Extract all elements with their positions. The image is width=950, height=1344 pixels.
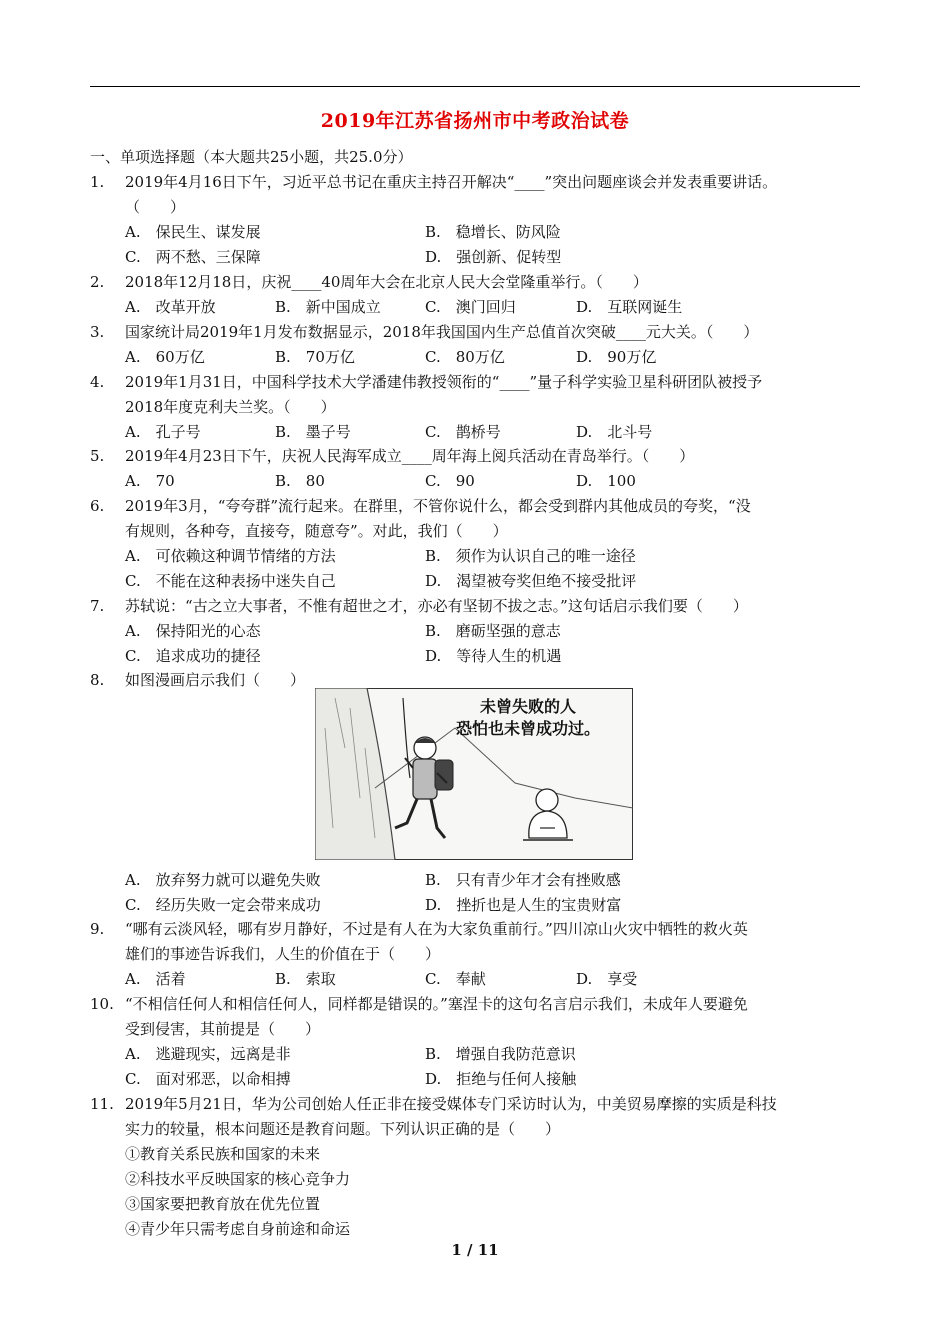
option-d: D. 90万亿 — [576, 348, 657, 366]
sitting-head — [536, 789, 558, 811]
option-b: B. 70万亿 — [275, 348, 355, 366]
statement-3: ③国家要把教育放在优先位置 — [125, 1195, 321, 1213]
question-number: 11. — [90, 1095, 114, 1113]
option-d: D. 等待人生的机遇 — [425, 647, 562, 665]
option-b: B. 新中国成立 — [275, 298, 381, 316]
option-a: A. 保民生、谋发展 — [125, 223, 261, 241]
question-number: 10. — [90, 995, 114, 1013]
option-a: A. 60万亿 — [125, 348, 205, 366]
question-number: 6. — [90, 497, 105, 515]
option-d: D. 拒绝与任何人接触 — [425, 1070, 577, 1088]
option-b: B. 须作为认识自己的唯一途径 — [425, 547, 636, 565]
question-number: 5. — [90, 447, 105, 465]
option-b: B. 磨砺坚强的意志 — [425, 622, 561, 640]
cartoon-caption-line2: 恐怕也未曾成功过。 — [455, 719, 601, 738]
option-a: A. 保持阳光的心态 — [125, 622, 261, 640]
question-text: （ ） — [125, 198, 186, 216]
question-text: “不相信任何人和相信任何人，同样都是错误的。”塞涅卡的这句名言启示我们，未成年人要避免 — [125, 995, 748, 1013]
option-b: B. 索取 — [275, 970, 336, 988]
option-a: A. 70 — [125, 472, 175, 490]
option-a: A. 可依赖这种调节情绪的方法 — [125, 547, 336, 565]
option-a: A. 改革开放 — [125, 298, 216, 316]
option-b: B. 80 — [275, 472, 325, 490]
question-text: 实力的较量，根本问题还是教育问题。下列认识正确的是（ ） — [125, 1120, 561, 1138]
question-number: 1. — [90, 173, 105, 191]
option-a: A. 活着 — [125, 970, 186, 988]
question-text: “哪有云淡风轻，哪有岁月静好，不过是有人在为大家负重前行。”四川凉山火灾中牺牲的救火英 — [125, 920, 748, 938]
cartoon-image — [315, 688, 633, 860]
option-d: D. 互联网诞生 — [576, 298, 683, 316]
question-number: 8. — [90, 671, 105, 689]
section-heading: 一、单项选择题（本大题共25小题，共25.0分） — [90, 148, 413, 166]
page-title: 2019年江苏省扬州市中考政治试卷 — [320, 110, 630, 132]
option-a: A. 放弃努力就可以避免失败 — [125, 871, 321, 889]
option-b: B. 只有青少年才会有挫败感 — [425, 871, 621, 889]
question-text: 受到侵害，其前提是（ ） — [125, 1020, 321, 1038]
option-d: D. 享受 — [576, 970, 638, 988]
question-text: 2019年4月23日下午，庆祝人民海军成立____周年海上阅兵活动在青岛举行。（ ） — [125, 447, 695, 465]
question-number: 3. — [90, 323, 105, 341]
cartoon-caption-line1: 未曾失败的人 — [479, 697, 577, 716]
option-c: C. 面对邪恶，以命相搏 — [125, 1070, 291, 1088]
option-c: C. 90 — [425, 472, 475, 490]
question-text: 2019年1月31日，中国科学技术大学潘建伟教授领衔的“____”量子科学实验卫星科研团队被授予 — [125, 373, 763, 391]
question-number: 9. — [90, 920, 105, 938]
option-d: D. 北斗号 — [576, 423, 653, 441]
option-c: C. 两不愁、三保障 — [125, 248, 261, 266]
question-text: 2019年5月21日，华为公司创始人任正非在接受媒体专门采访时认为，中美贸易摩擦的实质是科技 — [125, 1095, 777, 1113]
option-c: C. 澳门回归 — [425, 298, 516, 316]
option-d: D. 强创新、促转型 — [425, 248, 562, 266]
question-text: 国家统计局2019年1月发布数据显示，2018年我国国内生产总值首次突破____元大关。（ ） — [125, 323, 759, 341]
statement-2: ②科技水平反映国家的核心竞争力 — [125, 1170, 351, 1188]
option-c: C. 奉献 — [425, 970, 486, 988]
question-number: 2. — [90, 273, 105, 291]
option-c: C. 鹊桥号 — [425, 423, 501, 441]
option-a: A. 逃避现实，远离是非 — [125, 1045, 291, 1063]
statement-1: ①教育关系民族和国家的未来 — [125, 1145, 321, 1163]
option-d: D. 渴望被夸奖但绝不接受批评 — [425, 572, 637, 590]
option-c: C. 不能在这种表扬中迷失自己 — [125, 572, 336, 590]
statement-4: ④青少年只需考虑自身前途和命运 — [125, 1220, 351, 1238]
header-rule — [90, 86, 860, 87]
question-text: 雄们的事迹告诉我们，人生的价值在于（ ） — [125, 945, 441, 963]
option-b: B. 墨子号 — [275, 423, 351, 441]
question-text: 2019年4月16日下午，习近平总书记在重庆主持召开解决“____”突出问题座谈会并发表重要讲话。 — [125, 173, 778, 191]
option-b: B. 增强自我防范意识 — [425, 1045, 576, 1063]
option-a: A. 孔子号 — [125, 423, 201, 441]
question-text: 如图漫画启示我们（ ） — [125, 671, 306, 689]
question-text: 2019年3月，“夸夸群”流行起来。在群里，不管你说什么，都会受到群内其他成员的夸奖，“没 — [125, 497, 751, 515]
page-number: 1 / 11 — [451, 1241, 499, 1259]
question-text: 2018年12月18日，庆祝____40周年大会在北京人民大会堂隆重举行。（ ） — [125, 273, 648, 291]
option-c: C. 追求成功的捷径 — [125, 647, 261, 665]
option-b: B. 稳增长、防风险 — [425, 223, 561, 241]
question-text: 2018年度克利夫兰奖。（ ） — [125, 398, 336, 416]
option-d: D. 挫折也是人生的宝贵财富 — [425, 896, 622, 914]
option-d: D. 100 — [576, 472, 636, 490]
question-text: 苏轼说：“古之立大事者，不惟有超世之才，亦必有坚韧不拔之志。”这句话启示我们要（ ） — [125, 597, 748, 615]
question-number: 7. — [90, 597, 105, 615]
question-text: 有规则，各种夸，直接夸，随意夸”。对此，我们（ ） — [125, 522, 508, 540]
option-c: C. 80万亿 — [425, 348, 505, 366]
option-c: C. 经历失败一定会带来成功 — [125, 896, 321, 914]
question-number: 4. — [90, 373, 105, 391]
